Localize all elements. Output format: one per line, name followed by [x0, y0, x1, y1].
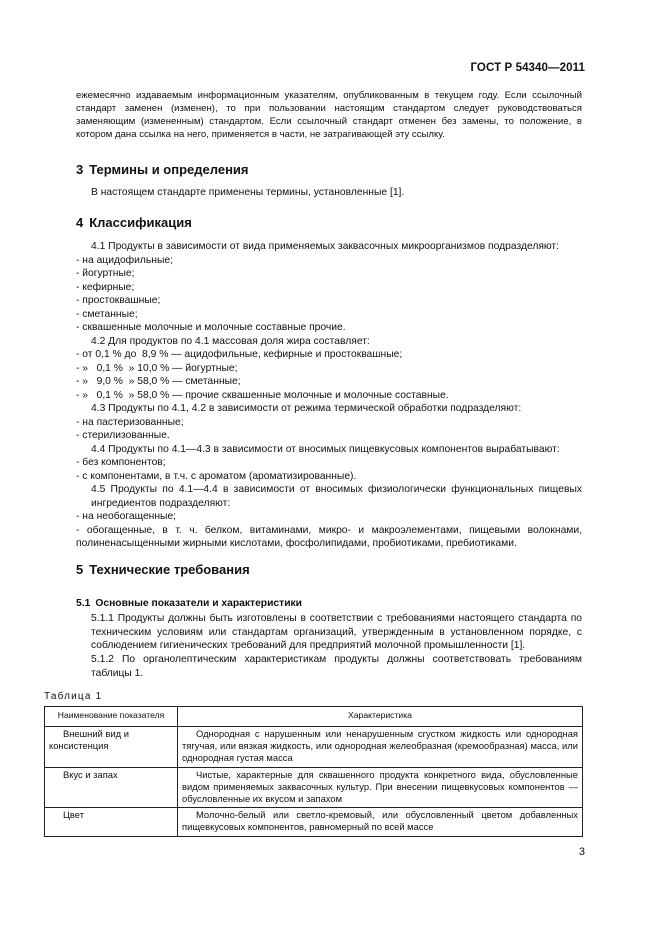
clause-4-4: 4.4 Продукты по 4.1—4.3 в зависимости от вносимых пищевкусовых компонентов вырабатывают:: [91, 443, 560, 455]
standard-designation: ГОСТ Р 54340—2011: [470, 62, 585, 74]
indicator-value: Однородная с нарушенным или ненарушенным сгустком жидкость или однородная тягучая, или вязкая жидкость, или однородная желеобразная (кремообразная) масса, или однородная густая масса: [182, 728, 578, 764]
section-3-body: [76, 186, 582, 200]
table-row: [45, 727, 583, 768]
list-item: - обогащенные, в т. ч. белком, витаминами, микро- и макроэлементами, пищевыми волокнами, полиненасыщенными жирными кислотами, фосфолипидами, пробиотиками, пребиотиками.: [76, 524, 582, 549]
list-item: - » 9,0 % » 58,0 % — сметанные;: [76, 376, 241, 387]
section-4-number: 4: [76, 215, 84, 230]
list-item: - на необогащенные;: [76, 511, 177, 522]
list-item: - » 0,1 % » 10,0 % — йогуртные;: [76, 362, 238, 374]
section-3-heading: [76, 162, 249, 177]
column-header: Наименование показателя: [45, 707, 178, 727]
section-5-heading: [76, 562, 250, 577]
clause-4-1: 4.1 Продукты в зависимости от вида применяемых заквасочных микроорганизмов подразделяют:: [91, 241, 559, 252]
section-5-number: 5: [76, 562, 84, 577]
table-cell-value: [178, 808, 583, 836]
section-4-body: [76, 240, 582, 551]
subsection-5-1-title: Основные показатели и характеристики: [95, 598, 303, 609]
section-3-title: Термины и определения: [89, 162, 249, 177]
list-item: - на ацидофильные;: [76, 254, 173, 266]
list-item: - от 0,1 % до 8,9 % — ацидофильные, кефирные и простоквашные;: [76, 349, 403, 360]
section-4-title: Классификация: [89, 215, 192, 230]
section-4-heading: [76, 215, 192, 230]
continuation-paragraph: ежемесячно издаваемым информационным указателям, опубликованным в текущем году. Если ссылочный стандарт заменен (изменен), то при пользовании настоящим стандартом следует руководствоваться заменяющим (измененным) стандартом. Если ссылочный стандарт отменен без замены, то положение, в котором дана ссылка на него, применяется в части, не затрагивающей эту ссылку.: [76, 90, 582, 140]
indicator-name: Цвет: [63, 809, 85, 821]
table-cell-name: [45, 767, 178, 808]
table-cell-name: [45, 808, 178, 836]
list-item: - » 0,1 % » 58,0 % — прочие сквашенные молочные и молочные составные.: [76, 389, 449, 401]
section-5-body: [76, 612, 582, 680]
section-5-title: Технические требования: [89, 562, 250, 577]
organoleptic-table: [44, 706, 583, 837]
subsection-5-1-heading: [76, 598, 302, 609]
list-item: - на пастеризованные;: [76, 416, 184, 428]
list-item: - сметанные;: [76, 308, 138, 320]
indicator-value: Молочно-белый или светло-кремовый, или обусловленный цветом добавленных пищевкусовых компонентов, равномерный по всей массе: [182, 809, 578, 833]
table-row: [45, 808, 583, 836]
table-header-row: [45, 707, 583, 727]
table-cell-name: [45, 727, 178, 768]
list-item: - кефирные;: [76, 281, 135, 293]
list-item: - с компонентами, в т.ч. с ароматом (ароматизированные).: [76, 470, 357, 482]
clause-5-1-1: 5.1.1 Продукты должны быть изготовлены в соответствии с требованиями настоящего стандарта по техническим условиям или стандартам организаций, утвержденным в установленном порядке, с соблюдением гигиенических требований для предприятий молочной промышленности [1].: [91, 613, 582, 651]
clause-4-3: 4.3 Продукты по 4.1, 4.2 в зависимости от режима термической обработки подразделяют:: [91, 403, 522, 414]
section-3-text: В настоящем стандарте применены термины, установленные [1].: [91, 187, 405, 198]
indicator-name: Вкус и запах: [63, 768, 118, 780]
indicator-name: Внешний вид и консистенция: [49, 728, 129, 752]
page-number: 3: [578, 846, 585, 858]
list-item: - простоквашные;: [76, 295, 161, 306]
column-header: Характеристика: [178, 707, 583, 727]
clause-4-5: 4.5 Продукты по 4.1—4.4 в зависимости от вносимых физиологически функциональных пищевых ингредиентов подразделяют:: [91, 484, 582, 509]
clause-4-2: 4.2 Для продуктов по 4.1 массовая доля жира составляет:: [91, 335, 370, 347]
list-item: - стерилизованные.: [76, 430, 170, 441]
subsection-5-1-number: 5.1: [76, 598, 91, 609]
clause-5-1-2: 5.1.2 По органолептическим характеристикам продукты должны соответствовать требованиям таблицы 1.: [91, 654, 582, 679]
table-row: [45, 767, 583, 808]
list-item: - йогуртные;: [76, 268, 135, 279]
table-caption: Таблица 1: [44, 691, 103, 702]
list-item: - сквашенные молочные и молочные составные прочие.: [76, 322, 346, 333]
indicator-value: Чистые, характерные для сквашенного продукта конкретного вида, обусловленные видом применяемых заквасочных культур. При внесении пищевкусовых компонентов — обусловленные их вкусом и запахом: [182, 768, 578, 805]
table-cell-value: [178, 727, 583, 768]
table-cell-value: [178, 767, 583, 808]
list-item: - без компонентов;: [76, 457, 166, 468]
section-3-number: 3: [76, 162, 84, 177]
